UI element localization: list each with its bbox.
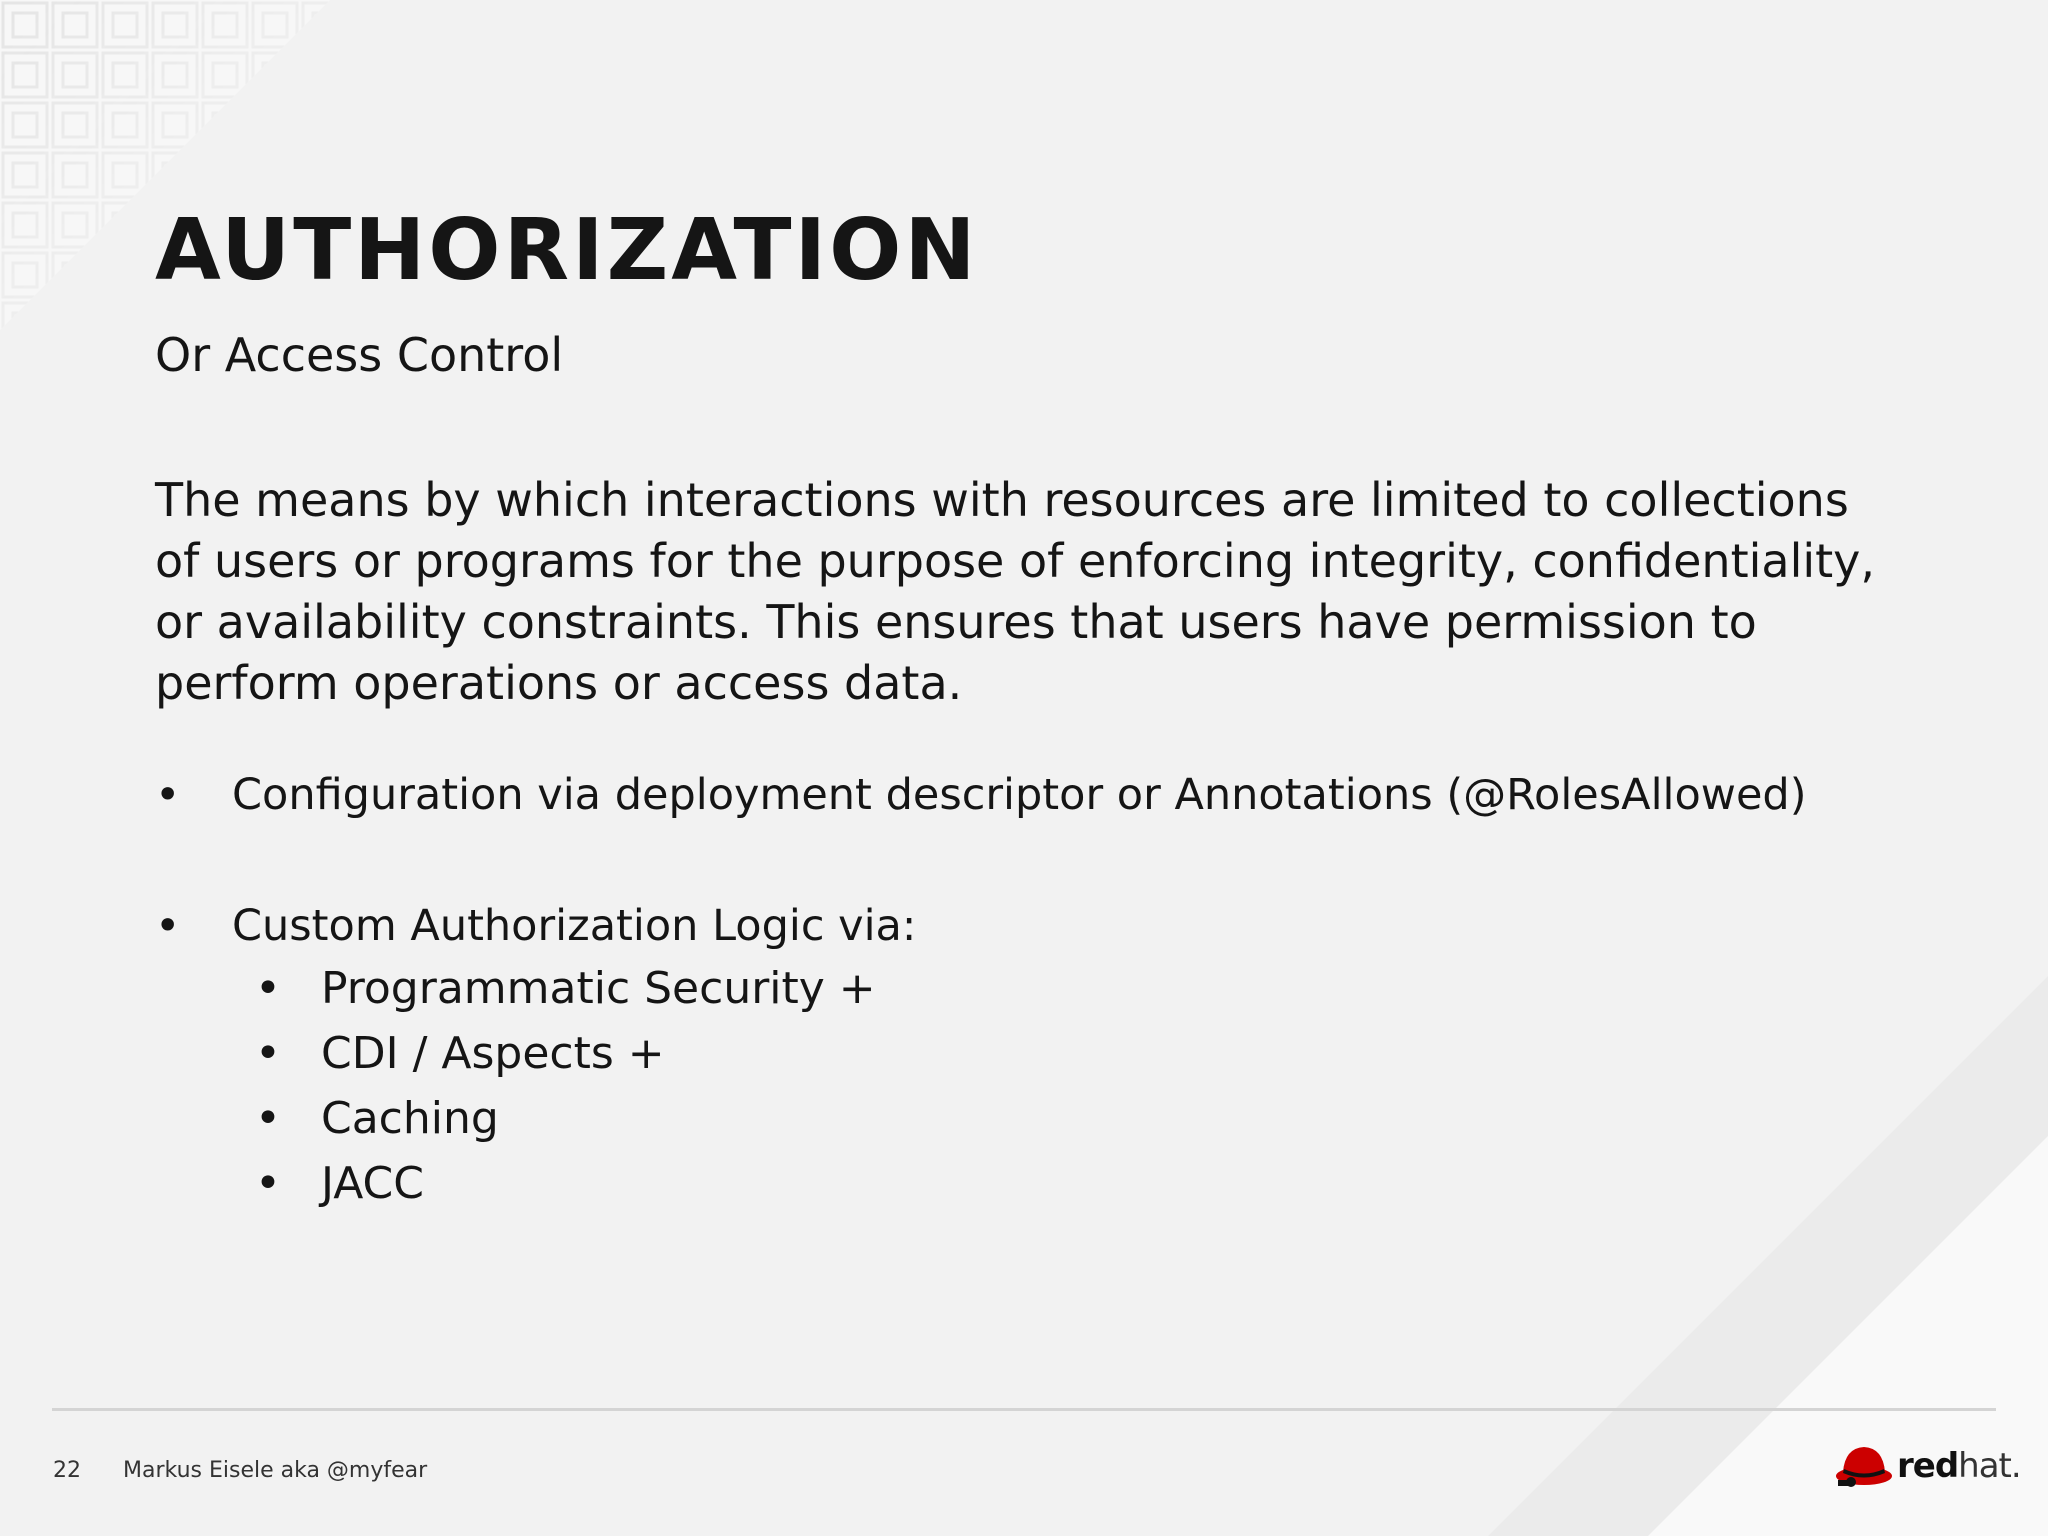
bullet-dot: • [255, 1093, 281, 1144]
sub-bullet-item [255, 956, 1955, 1021]
bullet-item [155, 896, 1955, 956]
slide-subtitle: Or Access Control [155, 328, 564, 382]
bullet-text: Configuration via deployment descriptor or Annotations (@RolesAllowed) [232, 770, 1807, 820]
bullet-list [155, 765, 1955, 1216]
definition-paragraph: The means by which interactions with resources are limited to collections of users or programs for the purpose of enforcing integrity, confidentiality, or availability constraints. This ensures that users have permission to perform operations or access data. [155, 473, 1876, 710]
logo-word-hat: hat. [1958, 1446, 2021, 1486]
footer-divider [52, 1408, 1996, 1411]
slide-title: AUTHORIZATION [155, 201, 979, 300]
bullet-dot: • [255, 963, 281, 1014]
bullet-item [155, 765, 1955, 825]
logo-word-red: red [1897, 1446, 1959, 1486]
bullet-dot: • [155, 901, 181, 951]
bullet-dot: • [255, 1158, 281, 1209]
bullet-dot: • [155, 770, 181, 820]
bullet-text: Custom Authorization Logic via: [232, 901, 917, 951]
page-number: 22 [53, 1458, 81, 1483]
sub-bullet-text: Programmatic Security + [321, 963, 876, 1014]
bullet-dot: • [255, 1028, 281, 1079]
sub-bullet-text: JACC [321, 1158, 424, 1209]
footer-author: Markus Eisele aka @myfear [123, 1458, 428, 1483]
logo-wordmark [1897, 1446, 2021, 1486]
sub-bullet-item [255, 1151, 1955, 1216]
sub-bullet-item [255, 1086, 1955, 1151]
redhat-logo [1835, 1442, 2021, 1492]
sub-bullet-item [255, 1021, 1955, 1086]
sub-bullet-text: CDI / Aspects + [321, 1028, 665, 1079]
shadowman-hat-icon [1835, 1442, 1893, 1490]
sub-bullet-text: Caching [321, 1093, 499, 1144]
